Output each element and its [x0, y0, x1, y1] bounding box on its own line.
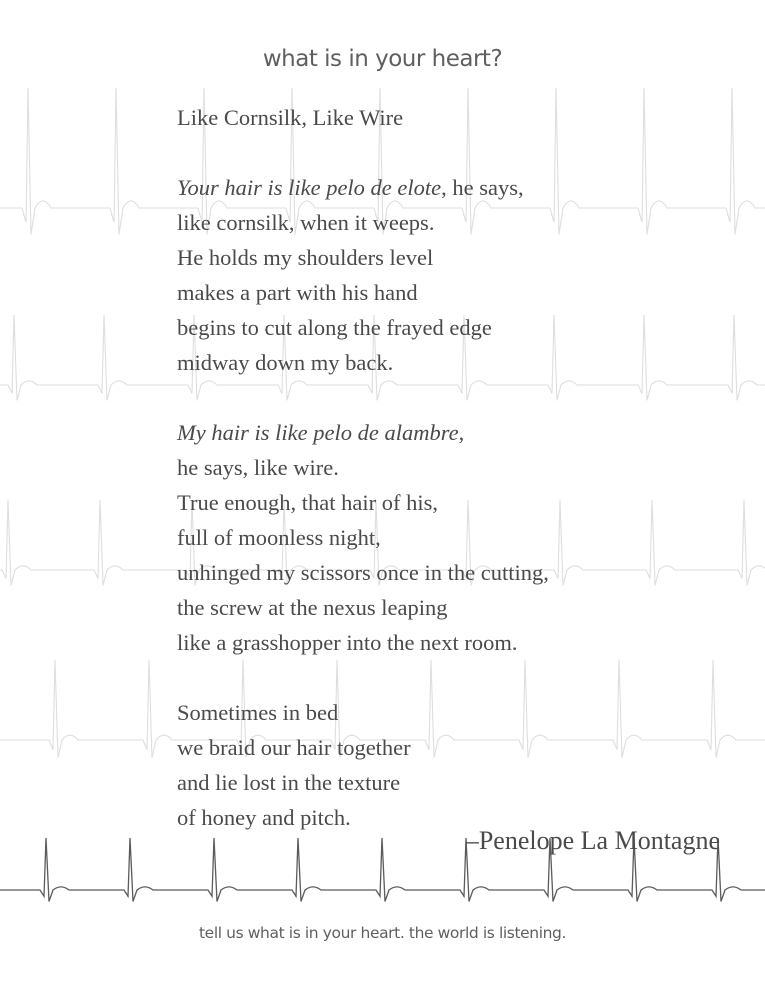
poem-line: of honey and pitch. [177, 805, 351, 830]
poem-line: midway down my back. [177, 350, 394, 375]
poem-line: like cornsilk, when it weeps. [177, 210, 435, 235]
poem-line: begins to cut along the frayed edge [177, 315, 492, 340]
poem-line: He holds my shoulders level [177, 245, 434, 270]
poem-line: makes a part with his hand [177, 280, 418, 305]
poem-line: full of moonless night, [177, 525, 381, 550]
poem-title: Like Cornsilk, Like Wire [177, 105, 404, 130]
poem-line: Sometimes in bed [177, 700, 339, 725]
poem-line [177, 415, 717, 450]
poem-line: and lie lost in the texture [177, 770, 401, 795]
poem-line: he says, like wire. [177, 455, 339, 480]
poem-line: the screw at the nexus leaping [177, 595, 448, 620]
poem-line: like a grasshopper into the next room. [177, 630, 518, 655]
poem-line: we braid our hair together [177, 735, 411, 760]
poem-line: True enough, that hair of his, [177, 490, 439, 515]
poem-attribution: –Penelope La Montagne [465, 826, 720, 855]
poem-line-rest: , he says, [441, 175, 524, 200]
poem-line-rest: , [458, 420, 465, 445]
poem-line [177, 170, 717, 205]
footer-tagline: tell us what is in your heart. the world is listening. [199, 924, 566, 942]
poem [177, 100, 717, 835]
poem-line-italic: Your hair is like pelo de elote [177, 175, 442, 200]
poem-line-italic: My hair is like pelo de alambre [177, 420, 459, 445]
poem-line: unhinged my scissors once in the cutting, [177, 560, 549, 585]
page-title: what is in your heart? [262, 46, 503, 72]
